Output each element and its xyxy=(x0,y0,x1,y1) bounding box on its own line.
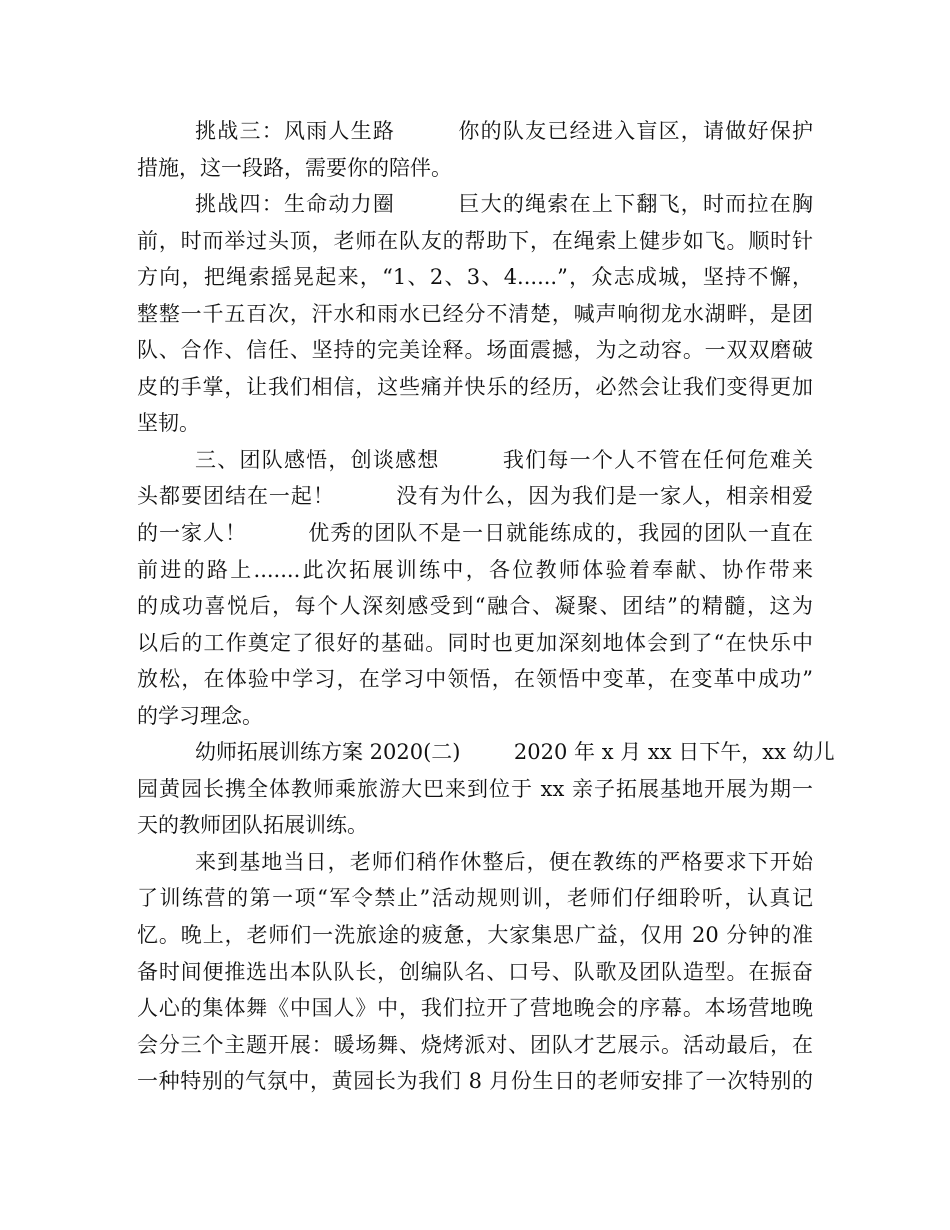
text-line: 了训练营的第一项“军令禁止”活动规则训，老师们仔细聆听，认真记 xyxy=(137,886,813,911)
text-line: 天的教师团队拓展训练。 xyxy=(137,813,368,838)
text-line: 坚韧。 xyxy=(137,411,200,436)
text-line: 一种特别的气氛中，黄园长为我们 8 月份生日的老师安排了一次特别的 xyxy=(137,1069,813,1094)
text-line: 园黄园长携全体教师乘旅游大巴来到位于 xx 亲子拓展基地开展为期一 xyxy=(137,776,813,801)
text-line: 来到基地当日，老师们稍作休整后，便在教练的严格要求下开始 xyxy=(195,849,813,874)
text-line: 前，时而举过头顶，老师在队友的帮助下，在绳索上健步如飞。顺时针 xyxy=(137,228,813,253)
paragraph xyxy=(137,844,813,1100)
text-line: 方向，把绳索摇晃起来，“1、2、3、4......”，众志成城，坚持不懈， xyxy=(137,265,813,290)
text-line: 会分三个主题开展：暖场舞、烧烤派对、团队才艺展示。活动最后，在 xyxy=(137,1032,813,1057)
document-body xyxy=(137,113,835,1100)
text-line: 忆。晚上，老师们一洗旅途的疲惫，大家集思广益，仅用 20 分钟的准 xyxy=(137,923,813,948)
text-line: 放松，在体验中学习，在学习中领悟，在领悟中变革，在变革中成功” xyxy=(137,667,813,692)
text-line: 以后的工作奠定了很好的基础。同时也更加深刻地体会到了“在快乐中 xyxy=(137,630,813,655)
paragraph xyxy=(137,113,813,186)
text-line: 头都要团结在一起！ 没有为什么，因为我们是一家人，相亲相爱 xyxy=(137,484,813,509)
text-line: 的一家人！ 优秀的团队不是一日就能练成的，我园的团队一直在 xyxy=(137,521,813,546)
text-line: 队、合作、信任、坚持的完美诠释。场面震撼，为之动容。一双双磨破 xyxy=(137,338,813,363)
text-line: 备时间便推选出本队队长，创编队名、口号、队歌及团队造型。在振奋 xyxy=(137,959,813,984)
text-line: 措施，这一段路，需要你的陪伴。 xyxy=(137,155,452,180)
paragraph xyxy=(137,442,813,734)
text-line: 皮的手掌，让我们相信，这些痛并快乐的经历，必然会让我们变得更加 xyxy=(137,374,813,399)
text-line: 挑战三：风雨人生路 你的队友已经进入盲区，请做好保护 xyxy=(195,119,813,143)
paragraph xyxy=(137,734,835,844)
text-line: 的成功喜悦后，每个人深刻感受到“融合、凝聚、团结”的精髓，这为 xyxy=(137,594,813,619)
text-line: 的学习理念。 xyxy=(137,703,263,728)
text-line: 整整一千五百次，汗水和雨水已经分不清楚，喊声响彻龙水湖畔，是团 xyxy=(137,301,813,326)
paragraph xyxy=(137,186,813,442)
text-line: 前进的路上.......此次拓展训练中，各位教师体验着奉献、协作带来 xyxy=(137,557,813,582)
text-line: 幼师拓展训练方案 2020(二) 2020 年 x 月 xx 日下午，xx 幼儿 xyxy=(195,740,835,765)
text-line: 三、团队感悟，创谈感想 我们每一个人不管在任何危难关 xyxy=(195,447,813,472)
text-line: 挑战四：生命动力圈 巨大的绳索在上下翻飞，时而拉在胸 xyxy=(195,192,813,217)
text-line: 人心的集体舞《中国人》中，我们拉开了营地晚会的序幕。本场营地晚 xyxy=(137,996,813,1021)
